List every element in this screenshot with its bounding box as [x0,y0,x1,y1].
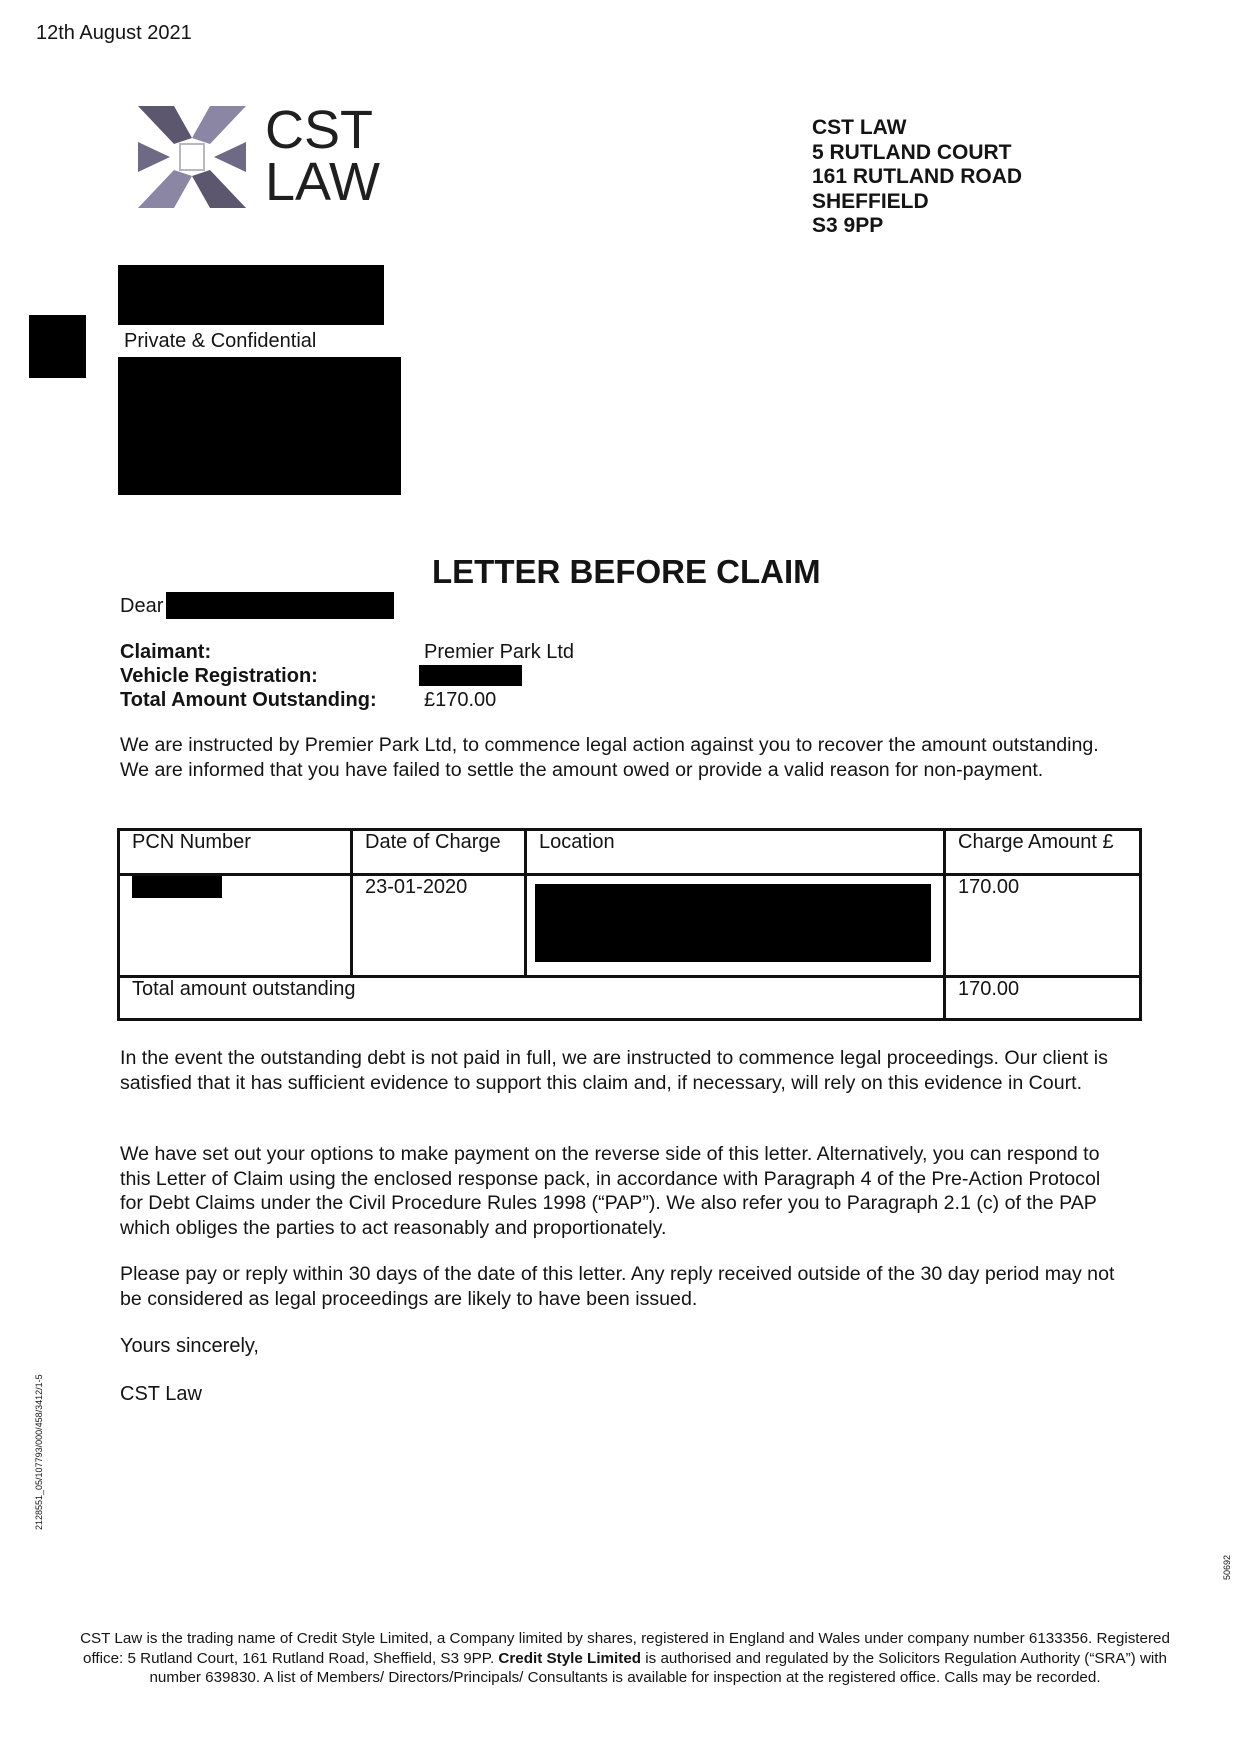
charge-amount-cell: 170.00 [945,875,1141,977]
header-pcn-number: PCN Number [119,830,352,875]
paragraph-proceedings: In the event the outstanding debt is not paid in full, we are instructed to commence legal proceedings. Our client is satisfied that it has sufficient evidence to support this claim and, if necessary, will rely on this evidence in Court. [120,1047,1108,1094]
paragraph-instruction: We are instructed by Premier Park Ltd, to commence legal action against you to recover the amount outstanding. We are informed that you have failed to settle the amount owed or provide a valid reason for non-payment. [120,734,1099,781]
table-total-row [119,977,1141,1020]
document-reference-code: 2128551_05/107793/000/458/3412/1-5 [34,1374,44,1530]
recipient-address-redaction [118,357,401,495]
redaction-block [118,265,384,325]
claimant-value: Premier Park Ltd [424,641,575,663]
claimant-label: Claimant: [120,641,212,663]
private-confidential-label: Private & Confidential [124,330,317,352]
address-line: 5 RUTLAND COURT [812,140,1012,164]
address-line: CST LAW [812,116,907,139]
logo-line-cst: CST [265,100,373,160]
vehicle-registration-label: Vehicle Registration: [120,665,318,687]
header-date-of-charge: Date of Charge [352,830,526,875]
document-page-number: 50692 [1222,1554,1232,1580]
footer-legal-notice [70,1629,1180,1688]
header-location: Location [526,830,945,875]
header-charge-amount: Charge Amount £ [945,830,1141,875]
footer-text: CST Law is the trading name of Credit Style Limited, a Company limited by shares, registered in England and Wales under company number 6133356. Registered office: 5 Rutland Court, 161 Rutland Road, Sheffield, S3 9PP. [80,1630,1170,1667]
table-header-row [119,830,1141,875]
location-redaction [535,884,931,962]
page-title: LETTER BEFORE CLAIM [432,553,821,590]
footer-text: is authorised and regulated by the Solicitors Regulation Authority (“SRA”) with number 639830. A list of Members/ Directors/Principals/ Consultants is available for inspection at the registered office. Calls may be recorded. [149,1649,1167,1686]
charges-table [117,828,1142,1021]
footer-company-name: Credit Style Limited [498,1649,642,1667]
table-row [119,875,1141,977]
letter-date: 12th August 2021 [36,22,192,44]
paragraph-options: We have set out your options to make payment on the reverse side of this letter. Alternatively, you can respond to this Letter of Claim using the enclosed response pack, in accordance with Paragraph 4 of the Pre-Action Protocol for Debt Claims under the Civil Procedure Rules 1998 (“PAP”). We also refer you to Paragraph 2.1 (c) of the PAP which obliges the parties to act reasonably and proportionately. [120,1143,1101,1239]
cst-law-logo [138,106,246,213]
address-line: SHEFFIELD [812,189,929,213]
total-amount-label: Total Amount Outstanding: [120,689,377,711]
total-value-cell: 170.00 [945,977,1141,1020]
signature: CST Law [120,1383,202,1405]
pcn-number-cell [119,875,352,977]
address-line: 161 RUTLAND ROAD [812,165,1023,188]
recipient-name-redaction [166,592,394,619]
closing: Yours sincerely, [120,1335,259,1357]
total-label-cell: Total amount outstanding [119,977,945,1020]
address-line: S3 9PP [812,214,884,237]
vehicle-registration-redaction [419,665,522,686]
paragraph-deadline: Please pay or reply within 30 days of the date of this letter. Any reply received outside of the 30 day period may not be considered as legal proceedings are likely to have been issued. [120,1263,1115,1310]
total-amount-value: £170.00 [424,689,497,711]
pcn-number-redaction [132,876,222,898]
logo-text [265,100,381,212]
location-cell [526,875,945,977]
redaction-block [29,315,86,378]
logo-line-law: LAW [265,152,381,212]
star-logo-icon [138,106,246,208]
date-of-charge-cell: 23-01-2020 [352,875,526,977]
salutation: Dear [120,595,164,617]
sender-address [812,116,1022,239]
